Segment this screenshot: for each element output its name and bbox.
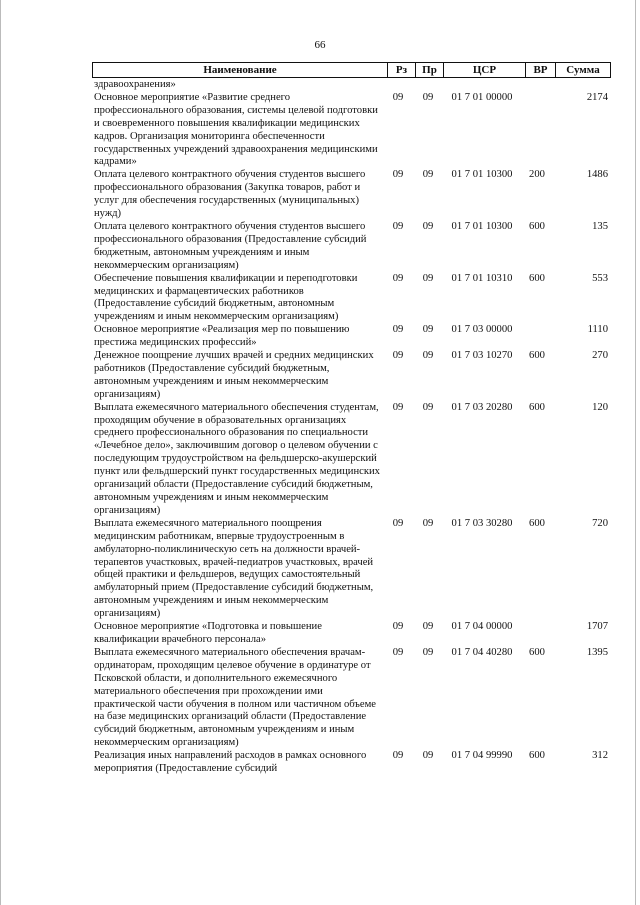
row-csr: 01 7 03 00000 [451, 324, 513, 336]
row-vr: 600 [529, 350, 545, 362]
row-csr: 01 7 03 30280 [451, 517, 513, 529]
row-pr: 09 [422, 750, 434, 762]
table-row [92, 324, 612, 350]
row-pr: 09 [422, 91, 434, 103]
row-sum: 135 [592, 220, 608, 232]
row-csr: 01 7 01 10300 [451, 220, 513, 232]
row-csr: 01 7 01 10310 [451, 272, 513, 284]
row-pr: 09 [422, 324, 434, 336]
row-name: Обеспечение повышения квалификации и переподготовки медицинских и фармацевтических работников (Предоставление субсидий бюджетным, автономным учреждениям и иным некоммерческим организациям) [94, 272, 358, 323]
table-body [92, 79, 612, 776]
row-pr: 09 [422, 621, 434, 633]
table-row [92, 518, 612, 621]
row-vr: 600 [529, 401, 545, 413]
row-vr: 600 [529, 220, 545, 232]
header-rz: Рз [387, 63, 415, 77]
row-rz: 09 [392, 401, 404, 413]
row-rz: 09 [392, 169, 404, 181]
row-rz: 09 [392, 324, 404, 336]
row-sum: 720 [592, 517, 608, 529]
row-rz: 09 [392, 621, 404, 633]
row-sum: 270 [592, 350, 608, 362]
row-csr: 01 7 03 10270 [451, 350, 513, 362]
row-vr: 600 [529, 646, 545, 658]
row-name: Выплата ежемесячного материального обеспечения студентам, проходящим обучение в образовательных организациях среднего профессионального образования по специальности «Лечебное дело», заключившим договор о целевом обучении с последующим трудоустройством на фельдшерско-акушерский пункт или фельдшерский пункт государственных медицинских организаций области (Предоставление субсидий бюджетным, автономным учреждениям и иным некоммерческим организациям) [94, 401, 380, 516]
row-name: Основное мероприятие «Реализация мер по повышению престижа медицинских профессий» [94, 324, 350, 349]
row-sum: 120 [592, 401, 608, 413]
rows-container [92, 92, 612, 776]
header-name: Наименование [203, 64, 277, 76]
row-rz: 09 [392, 646, 404, 658]
row-name: Реализация иных направлений расходов в рамках основного мероприятия (Предоставление субсидий [94, 750, 367, 775]
row-csr: 01 7 03 20280 [451, 401, 513, 413]
row-sum: 1486 [586, 169, 608, 181]
row-sum: 553 [592, 272, 608, 284]
row-vr: 600 [529, 750, 545, 762]
row-pr: 09 [422, 350, 434, 362]
row-pr: 09 [422, 517, 434, 529]
continuation-row [92, 79, 612, 92]
row-name: Основное мероприятие «Развитие среднего профессионального образования, системы целевой подготовки и своевременного повышения квалификации медицинских кадров. Организация мониторинга обеспеченности государственных учреждений здравоохранения медицинскими кадрами» [94, 91, 378, 168]
row-pr: 09 [422, 169, 434, 181]
row-vr: 200 [529, 169, 545, 181]
row-sum: 1707 [586, 621, 608, 633]
row-pr: 09 [422, 646, 434, 658]
header-vr: ВР [525, 63, 555, 77]
row-rz: 09 [392, 220, 404, 232]
row-sum: 2174 [586, 91, 608, 103]
row-vr: 600 [529, 517, 545, 529]
row-sum: 312 [592, 750, 608, 762]
table-row [92, 273, 612, 325]
row-name: Основное мероприятие «Подготовка и повышение квалификации врачебного персонала» [94, 621, 322, 645]
table-row [92, 350, 612, 402]
row-rz: 09 [392, 272, 404, 284]
row-csr: 01 7 04 99990 [451, 750, 513, 762]
row-sum: 1110 [587, 324, 608, 336]
header-pr: Пр [415, 63, 443, 77]
row-rz: 09 [392, 750, 404, 762]
row-sum: 1395 [586, 646, 608, 658]
row-rz: 09 [392, 350, 404, 362]
row-pr: 09 [422, 401, 434, 413]
header-sum: Сумма [555, 63, 610, 77]
row-name: Выплата ежемесячного материального поощрения медицинским работникам, впервые трудоустроенным в амбулаторно-поликлиническую сеть на должности врачей-терапевтов участковых, врачей-педиатров участковых, врачей общей практики и фельдшеров, ведущих самостоятельный амбулаторный прием (Предоставление субсидий бюджетным, автономным учреждениям и иным некоммерческим организациям) [94, 517, 374, 620]
row-name: Оплата целевого контрактного обучения студентов высшего профессионального образования (Закупка товаров, работ и услуг для обеспечения государственных (муниципальных) нужд) [94, 169, 366, 220]
scan-edge-right [635, 0, 636, 905]
row-csr: 01 7 04 00000 [451, 621, 513, 633]
row-vr: 600 [529, 272, 545, 284]
row-csr: 01 7 04 40280 [451, 646, 513, 658]
table-row [92, 750, 612, 776]
table-header [92, 62, 611, 78]
row-csr: 01 7 01 00000 [451, 91, 513, 103]
row-name: Оплата целевого контрактного обучения студентов высшего профессионального образования (Предоставление субсидий бюджетным, автономным учреждениям и иным некоммерческим организациям) [94, 220, 367, 271]
row-name: здравоохранения» [94, 79, 176, 90]
row-csr: 01 7 01 10300 [451, 169, 513, 181]
table-row [92, 402, 612, 518]
row-name: Выплата ежемесячного материального обеспечения врачам-ординаторам, проходящим целевое обучение в ординатуре от Псковской области, и дополнительного ежемесячного материального обеспечения при прохождении ими практической части обучения в полном или частичном объеме на базе медицинских организаций области (Предоставление субсидий бюджетным, автономным учреждениям и иным некоммерческим организациям) [94, 646, 376, 749]
table-row [92, 221, 612, 273]
row-rz: 09 [392, 517, 404, 529]
header-csr: ЦСР [443, 63, 525, 77]
row-name: Денежное поощрение лучших врачей и средних медицинских работников (Предоставление субсидий бюджетным, автономным учреждениям и иным некоммерческим организациям) [94, 350, 374, 400]
row-rz: 09 [392, 91, 404, 103]
table-row [92, 169, 612, 221]
page-number: 66 [314, 39, 326, 51]
row-pr: 09 [422, 272, 434, 284]
table-row [92, 647, 612, 750]
table-row [92, 621, 612, 647]
table-row [92, 92, 612, 169]
row-pr: 09 [422, 220, 434, 232]
scan-edge-left [0, 0, 1, 905]
